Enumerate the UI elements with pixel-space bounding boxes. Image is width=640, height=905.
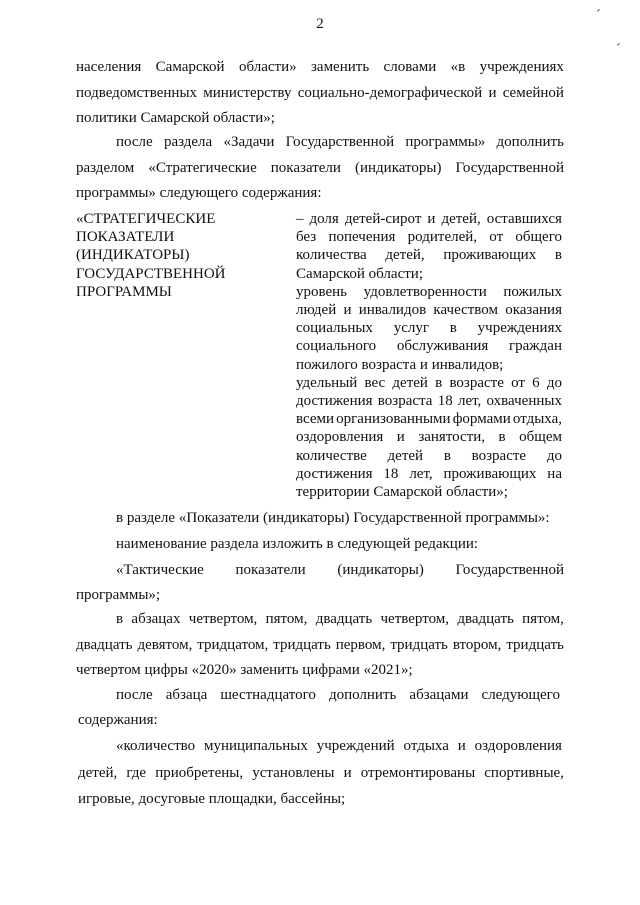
heading-line: ПОКАЗАТЕЛИ	[76, 229, 175, 246]
word: до	[546, 447, 562, 464]
body-line: четвертом цифры «2020» заменить цифрами «2021»;	[76, 662, 413, 678]
heading-line: (ИНДИКАТОРЫ)	[76, 247, 190, 264]
word: социальных	[296, 320, 373, 337]
word: абзаца	[165, 687, 208, 703]
word: семейной	[502, 85, 564, 101]
word: раздела	[163, 134, 213, 150]
heading-line: ГОСУДАРСТВЕННОЙ	[76, 265, 226, 282]
word: проживающих	[443, 247, 537, 264]
word: показатели	[235, 562, 306, 578]
word: установлены	[252, 765, 335, 781]
word: людей	[296, 302, 337, 319]
word: тридцать	[273, 637, 331, 653]
indicator-line	[296, 319, 562, 337]
word: 6	[532, 374, 540, 391]
word: четвертом,	[188, 611, 258, 627]
word: двадцать	[76, 637, 133, 653]
word: отдыха,	[512, 411, 562, 428]
word: «Стратегические	[148, 160, 257, 176]
indicator-line	[296, 392, 562, 410]
word: от	[511, 374, 525, 391]
body-line	[116, 686, 560, 704]
word: следующего	[481, 687, 560, 703]
indicator-list	[296, 210, 562, 501]
word: показатели	[270, 160, 341, 176]
word: детей,	[441, 211, 481, 227]
page-number: 2	[316, 16, 324, 32]
word: возрасте	[449, 374, 504, 391]
word: муниципальных	[203, 738, 308, 754]
word: после	[116, 687, 153, 703]
word: уровень	[296, 283, 348, 300]
word: детей,	[78, 765, 118, 781]
word: тридцать	[390, 637, 448, 653]
word: учреждениях	[477, 320, 562, 337]
word: словами	[383, 59, 437, 75]
word: организованными	[336, 411, 451, 428]
word: министерству	[203, 85, 292, 101]
word: после	[116, 134, 153, 150]
word: Государственной	[285, 134, 395, 150]
word: достижения	[296, 393, 373, 410]
word: занятости,	[418, 429, 486, 446]
word: Самарской	[155, 59, 225, 75]
word: услуг	[393, 320, 430, 337]
word: возрасте	[471, 447, 527, 464]
heading-line: «СТРАТЕГИЧЕСКИЕ	[76, 211, 216, 227]
word: и	[343, 765, 352, 781]
word: оздоровления	[296, 429, 384, 446]
word: в	[554, 247, 562, 264]
section-heading	[76, 210, 276, 301]
body-line: игровые, досуговые площадки, бассейны;	[78, 791, 346, 807]
body-line: политики Самарской области»;	[76, 110, 275, 126]
word: населения	[76, 59, 142, 75]
word: (индикаторы)	[354, 160, 442, 176]
word: и	[488, 85, 497, 101]
indicator-line	[296, 246, 562, 264]
word: «количество	[116, 738, 196, 754]
word: –	[296, 211, 304, 227]
word: без	[296, 229, 317, 246]
word: в	[443, 447, 451, 464]
word: инвалидов	[358, 302, 427, 319]
indicator-line	[296, 447, 562, 465]
word: в	[116, 611, 124, 627]
word: в	[449, 320, 457, 337]
indicator-line	[296, 283, 562, 301]
indicator-line	[296, 337, 562, 355]
word: оздоровления	[474, 738, 562, 754]
word: 18	[383, 465, 399, 482]
indicator-line	[296, 228, 562, 246]
body-line	[76, 84, 564, 102]
word: абзацами	[409, 687, 469, 703]
word: детей,	[385, 247, 425, 264]
indicator-line	[296, 465, 562, 483]
word: «Задачи	[223, 134, 275, 150]
word: возраста	[377, 393, 433, 410]
word: тридцатом,	[197, 637, 269, 653]
word: приобретены,	[155, 765, 244, 781]
word: детей	[387, 447, 424, 464]
word: заменить	[310, 59, 370, 75]
word: родителей,	[407, 229, 478, 246]
body-line: программы» следующего содержания:	[76, 185, 322, 201]
word: первом,	[335, 637, 386, 653]
heading-line: ПРОГРАММЫ	[76, 283, 172, 300]
body-line	[76, 58, 564, 76]
word: социально-демографической	[297, 85, 483, 101]
word: лет,	[409, 465, 433, 482]
word: 18	[437, 393, 453, 410]
word: формами	[452, 411, 511, 428]
word: количестве	[296, 447, 367, 464]
word: отдыха	[403, 738, 449, 754]
word: четвертом,	[380, 611, 450, 627]
word: удельный	[296, 374, 358, 391]
body-line: наименование раздела изложить в следующей редакции:	[116, 536, 479, 552]
word: детей-сирот	[344, 211, 422, 227]
word: на	[547, 465, 562, 482]
word: общего	[515, 229, 562, 246]
word: и	[427, 211, 436, 227]
word: и	[343, 302, 352, 319]
word: «в	[450, 59, 466, 75]
word: девятом,	[137, 637, 193, 653]
word: социального	[296, 338, 377, 355]
word: вес	[364, 374, 386, 391]
word: спортивные,	[484, 765, 564, 781]
word: попечения	[328, 229, 396, 246]
word: всеми	[296, 411, 335, 428]
word: доля	[309, 211, 339, 227]
body-line	[78, 764, 564, 782]
word: втором,	[452, 637, 502, 653]
word: где	[126, 765, 147, 781]
body-line	[116, 561, 564, 579]
word: обслуживания	[396, 338, 489, 355]
indicator-line: территории Самарской области»;	[296, 484, 508, 501]
body-line	[116, 610, 564, 628]
word: общем	[519, 429, 562, 446]
body-line	[76, 636, 564, 654]
body-line	[116, 737, 562, 755]
word: Государственной	[455, 562, 564, 578]
word: пятом,	[265, 611, 308, 627]
word: двадцать	[457, 611, 514, 627]
word: тридцать	[506, 637, 564, 653]
indicator-line	[296, 374, 562, 392]
word: количества	[296, 247, 367, 264]
word: лет,	[457, 393, 482, 410]
corner-mark: ˊ	[616, 42, 621, 57]
word: шестнадцатого	[220, 687, 316, 703]
word: пожилых	[503, 283, 562, 300]
word: в	[435, 374, 443, 391]
corner-mark: ˊ	[596, 8, 601, 23]
word: (индикаторы)	[337, 562, 424, 578]
body-line	[76, 159, 564, 177]
word: отремонтированы	[360, 765, 476, 781]
word: дополнить	[496, 134, 564, 150]
indicator-line	[296, 410, 562, 428]
word: разделом	[76, 160, 135, 176]
word: охваченных	[486, 393, 562, 410]
word: оставшихся	[486, 211, 562, 227]
word: и	[396, 429, 405, 446]
body-line	[116, 133, 564, 151]
body-line: содержания:	[78, 712, 158, 728]
word: дополнить	[328, 687, 397, 703]
word: учреждений	[316, 738, 395, 754]
indicator-line: пожилого возраста и инвалидов;	[296, 356, 504, 373]
word: подведомственных	[76, 85, 198, 101]
word: оказания	[505, 302, 562, 319]
word: области»	[238, 59, 297, 75]
word: от	[489, 229, 504, 246]
word: пятом,	[522, 611, 564, 627]
indicator-line	[296, 428, 562, 446]
indicator-line	[296, 210, 562, 228]
word: достижения	[296, 465, 373, 482]
body-line: в разделе «Показатели (индикаторы) Государственной программы»:	[116, 510, 550, 526]
word: до	[546, 374, 562, 391]
indicator-line	[296, 301, 562, 319]
word: абзацах	[131, 611, 181, 627]
word: Государственной	[455, 160, 564, 176]
word: программы»	[405, 134, 486, 150]
word: «Тактические	[116, 562, 204, 578]
word: и	[457, 738, 466, 754]
word: в	[498, 429, 506, 446]
body-line: программы»;	[76, 587, 161, 603]
word: учреждениях	[479, 59, 564, 75]
word: проживающих	[443, 465, 537, 482]
word: качеством	[433, 302, 498, 319]
word: двадцать	[315, 611, 373, 627]
word: детей	[392, 374, 428, 391]
word: граждан	[508, 338, 562, 355]
indicator-line: Самарской области;	[296, 265, 423, 282]
word: удовлетворенности	[363, 283, 487, 300]
